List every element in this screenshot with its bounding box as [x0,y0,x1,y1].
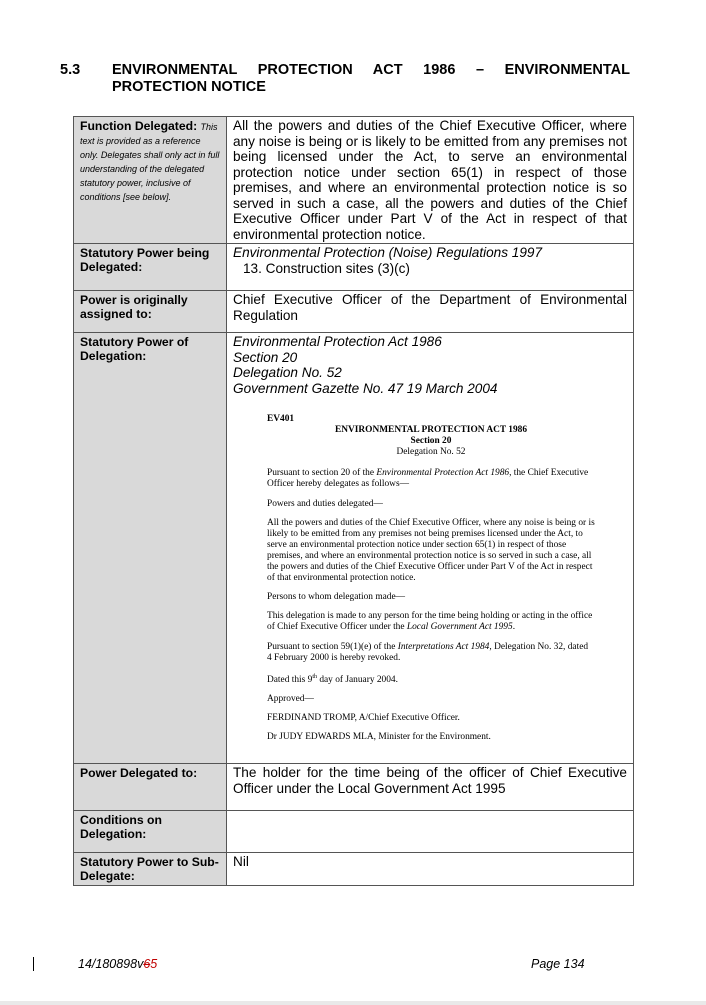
function-delegated-label-cell [74,117,227,244]
gazette-para-pursuant: Pursuant to section 20 of the Environmental Protection Act 1986, the Chief Executive Officer hereby delegates as follows— [267,468,589,490]
delegation-table [73,116,634,886]
regulation-name: Environmental Protection (Noise) Regulations 1997 [233,245,543,260]
gazette-delegation: Delegation No. 52 [396,447,466,458]
delegation-act: Environmental Protection Act 1986 [233,334,442,349]
row-conditions [74,811,634,853]
row-delegated-to [74,764,634,811]
gazette-title: ENVIRONMENTAL PROTECTION ACT 1986 [334,425,528,436]
gazette-section: Section 20 [410,436,452,447]
originally-assigned-label: Power is originally assigned to: [74,291,227,333]
change-bar [33,957,34,971]
row-function-delegated [74,117,634,244]
conditions-label: Conditions on Delegation: [74,811,227,853]
function-delegated-note: This text is provided as a reference only. Delegates shall only act in full understanding of the delegated statutory power, inclusive of conditions [see below]. [80,122,220,202]
delegation-gazette: Government Gazette No. 47 19 March 2004 [233,380,498,396]
footer-new-version: 5 [150,957,158,971]
footer-deleted-version: 6 [143,957,151,971]
power-of-delegation-value [227,333,634,764]
statutory-power-value [227,244,634,291]
regulation-clause: 13. Construction sites (3)(c) [243,260,410,276]
gazette-extract [267,414,595,743]
gazette-signatory-minister: Dr JUDY EDWARDS MLA, Minister for the Environment. [267,732,491,743]
gazette-para-persons-heading: Persons to whom delegation made— [267,592,405,603]
row-power-of-delegation [74,333,634,764]
function-delegated-value: All the powers and duties of the Chief Executive Officer, where any noise is being or is likely to be emitted from any premises not being licensed under the Act, to serve an environmental protection notice under section 65(1) in respect of those premises, and where an environmental protection notice is so served in such a case, all the powers and duties of the Chief Executive Officer under Part V of the Act in respect of that environmental protection notice. [227,117,634,244]
delegated-to-value: The holder for the time being of the officer of Chief Executive Officer under the Local Government Act 1995 [227,764,634,811]
power-of-delegation-label: Statutory Power of Delegation: [74,333,227,764]
sub-delegate-value: Nil [227,853,634,886]
delegation-section: Section 20 [233,349,298,365]
row-originally-assigned [74,291,634,333]
statutory-power-label: Statutory Power being Delegated: [74,244,227,291]
gazette-para-approved: Approved— [267,693,314,704]
row-statutory-power [74,244,634,291]
gazette-para-revoked: Pursuant to section 59(1)(e) of the Interpretations Act 1984, Delegation No. 32, dated 4 February 2000 is hereby revoked. [267,641,589,663]
gazette-para-dated: Dated this 9th day of January 2004. [267,673,398,685]
gazette-para-persons: This delegation is made to any person for the time being holding or acting in the office of Chief Executive Officer under the Local Government Act 1995. [267,611,593,633]
section-title: ENVIRONMENTAL PROTECTION ACT 1986 – ENVIRONMENTAL PROTECTION NOTICE [112,62,630,95]
delegated-to-label: Power Delegated to: [74,764,227,811]
gazette-signatory-ceo: FERDINAND TROMP, A/Chief Executive Officer. [267,713,460,723]
conditions-value [227,811,634,853]
page-bottom-edge [0,1001,706,1005]
row-sub-delegate [74,853,634,886]
delegation-number: Delegation No. 52 [233,365,342,380]
originally-assigned-value: Chief Executive Officer of the Department of Environmental Regulation [227,291,634,333]
section-number: 5.3 [60,62,81,78]
footer-doc-ref: 14/180898v65 [78,957,158,971]
gazette-code: EV401 [267,414,295,424]
gazette-para-powers-heading: Powers and duties delegated— [267,498,383,509]
function-delegated-label: Function Delegated: [80,119,198,133]
footer-page-number: Page 134 [531,957,585,971]
sub-delegate-label: Statutory Power to Sub-Delegate: [74,853,227,886]
gazette-para-powers: All the powers and duties of the Chief Executive Officer, where any noise is being or is likely to be emitted from any premises not being premises licensed under the Act, to serve an environmental protection notice under section 65(1) in respect of those premises, and where an environmental protection notice is so served in such a case, all the powers and duties of the Chief Executive Officer under Part V of the Act in respect of that environmental protection notice. [267,517,595,584]
